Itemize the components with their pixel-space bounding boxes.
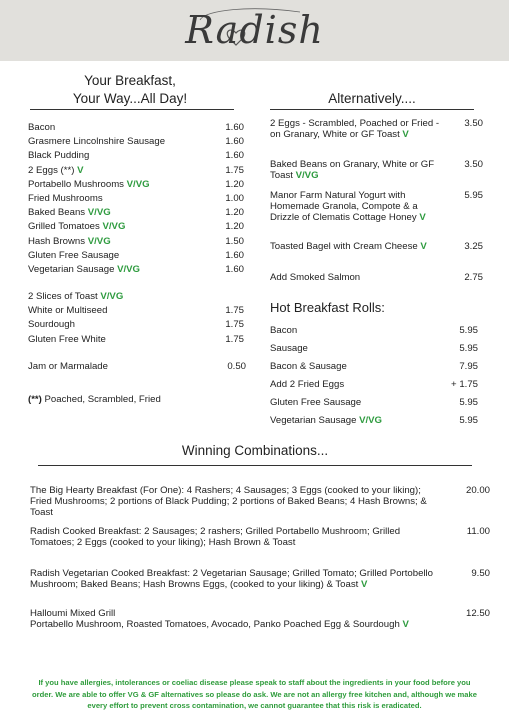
- veg-badge: V: [77, 164, 84, 176]
- alt-item-name: 2 Eggs - Scrambled, Poached or Fried - on Granary, White or GF Toast V: [270, 118, 440, 140]
- breakfast-item-price: 1.20: [225, 221, 244, 233]
- egg-options-note: (**) Poached, Scrambled, Fried: [28, 394, 161, 405]
- alt-item-name: Add Smoked Salmon: [270, 272, 361, 283]
- breakfast-title-line2: Your Way...All Day!: [72, 91, 188, 106]
- allergy-notice-line3: every effort to prevent cross contamination, we cannot guarantee that this risk is eradicated.: [87, 701, 422, 710]
- roll-item-price: + 1.75: [451, 379, 478, 390]
- breakfast-item-price: 1.00: [225, 193, 244, 204]
- toast-item-name: White or Multiseed: [28, 305, 108, 317]
- roll-item-name: Vegetarian Sausage V/VG: [270, 415, 383, 426]
- breakfast-item-name: Black Pudding: [28, 150, 90, 162]
- alt-item-price: 3.25: [464, 241, 483, 252]
- alternatively-title: Alternatively....: [328, 91, 416, 106]
- breakfast-item-price: 1.60: [225, 122, 244, 133]
- breakfast-item-name: Fried Mushrooms: [28, 193, 103, 204]
- veg-badge: V/VG: [87, 235, 111, 247]
- jam-item-name: Jam or Marmalade: [28, 361, 108, 372]
- alt-item-name: Toasted Bagel with Cream Cheese V: [270, 241, 427, 252]
- veg-badge: V/VG: [295, 170, 319, 181]
- radish-logo: [0, 0, 509, 61]
- alt-item-price: 5.95: [464, 190, 483, 201]
- roll-item-name: Sausage: [270, 343, 308, 354]
- breakfast-item-price: 1.60: [225, 150, 244, 162]
- veg-badge: V/VG: [126, 178, 150, 190]
- breakfast-item-name: Grilled Tomatoes V/VG: [28, 221, 126, 233]
- breakfast-item-name: Grasmere Lincolnshire Sausage: [28, 136, 166, 148]
- breakfast-item-name: Bacon: [28, 122, 56, 133]
- combo-item-name: Radish Vegetarian Cooked Breakfast: 2 Vegetarian Sausage; Grilled Tomato; Grilled Portobello Mushroom; Baked Beans; Hash Browns Eggs, (cooked to your liking) & Toast V: [30, 568, 433, 590]
- roll-item-name: Bacon: [270, 325, 298, 336]
- toast-item-price: 1.75: [225, 333, 244, 345]
- allergy-notice-line1: If you have allergies, intolerances or coeliac disease please speak to staff about the ingredients in your food before you: [38, 678, 471, 687]
- combo-item-price: 9.50: [471, 568, 490, 579]
- jam-item-price: 0.50: [227, 361, 246, 372]
- veg-badge: V: [360, 579, 368, 590]
- breakfast-item-price: 1.20: [225, 207, 244, 219]
- roll-item-price: 5.95: [459, 325, 478, 336]
- breakfast-item-price: 1.60: [225, 264, 244, 275]
- veg-badge: V: [420, 241, 427, 252]
- breakfast-item-name: Baked Beans V/VG: [28, 207, 111, 219]
- breakfast-item-name: Hash Browns V/VG: [28, 235, 111, 247]
- toast-item-name: 2 Slices of Toast V/VG: [28, 291, 124, 302]
- breakfast-item-price: 1.60: [225, 136, 244, 148]
- roll-item-name: Add 2 Fried Eggs: [270, 379, 345, 390]
- roll-item-price: 5.95: [459, 343, 478, 354]
- combo-item-price: 20.00: [465, 485, 490, 496]
- breakfast-divider: [30, 109, 234, 110]
- combo-item-name: The Big Hearty Breakfast (For One): 4 Rashers; 4 Sausages; 3 Eggs (cooked to your liking); Fried Mushrooms; 2 portions of Black Pudding; 2 portions of Baked Beans; 4 Hash Browns; & Toast: [30, 485, 427, 518]
- combos-divider: [38, 465, 472, 466]
- alternatively-divider: [270, 109, 474, 110]
- toast-item-name: Gluten Free White: [28, 333, 106, 345]
- veg-badge: V/VG: [117, 264, 141, 275]
- breakfast-item-name: Vegetarian Sausage V/VG: [28, 264, 141, 275]
- roll-item-price: 7.95: [459, 361, 478, 372]
- roll-item-price: 5.95: [459, 415, 478, 426]
- breakfast-item-price: 1.20: [225, 178, 244, 190]
- combo-item-name: Halloumi Mixed Grill Portabello Mushroom, Roasted Tomatoes, Avocado, Panko Poached Egg & Sourdough V: [30, 608, 409, 630]
- allergy-notice-line2: order. We are able to offer VG & GF alternatives so please do ask. We are not an allergy free kitchen and, although we make: [32, 689, 477, 699]
- breakfast-item-name: Portabello Mushrooms V/VG: [28, 178, 150, 190]
- breakfast-item-price: 1.50: [225, 235, 244, 247]
- logo-text: Radish: [185, 8, 324, 52]
- veg-badge: V/VG: [87, 207, 111, 219]
- alt-item-name: Manor Farm Natural Yogurt with Homemade Granola, Compote & a Drizzle of Clematis Cottage Honey V: [270, 190, 426, 223]
- breakfast-item-name: Gluten Free Sausage: [28, 249, 120, 261]
- combos-title: Winning Combinations...: [181, 443, 329, 458]
- roll-item-name: Gluten Free Sausage: [270, 397, 362, 408]
- breakfast-item-name: 2 Eggs (**) V: [28, 164, 84, 176]
- alt-item-price: 2.75: [464, 272, 483, 283]
- veg-badge: V/VG: [359, 415, 383, 426]
- alt-item-price: 3.50: [464, 159, 483, 170]
- veg-badge: V: [402, 129, 409, 140]
- roll-item-price: 5.95: [459, 397, 478, 408]
- veg-badge: V/VG: [100, 291, 124, 302]
- veg-badge: V: [402, 619, 409, 630]
- combo-item-price: 12.50: [465, 608, 490, 619]
- breakfast-item-price: 1.75: [225, 164, 244, 176]
- veg-badge: V: [419, 212, 426, 223]
- alt-item-name: Baked Beans on Granary, White or GF Toast V/VG: [270, 159, 435, 181]
- breakfast-title-line1: Your Breakfast,: [84, 73, 176, 88]
- alt-item-price: 3.50: [464, 118, 483, 129]
- allergy-notice: [4, 677, 505, 712]
- roll-item-name: Bacon & Sausage: [270, 361, 347, 372]
- combo-item-name: Radish Cooked Breakfast: 2 Sausages; 2 rashers; Grilled Portabello Mushroom; Grilled Tomatoes; 2 Eggs (cooked to your liking); Hash Brown & Toast: [30, 526, 401, 548]
- toast-item-name: Sourdough: [28, 319, 75, 331]
- veg-badge: V/VG: [102, 221, 126, 233]
- breakfast-item-price: 1.60: [225, 249, 244, 261]
- rolls-title: Hot Breakfast Rolls:: [270, 300, 385, 315]
- toast-item-price: 1.75: [225, 305, 244, 317]
- combo-item-price: 11.00: [466, 526, 490, 537]
- toast-item-price: 1.75: [225, 319, 244, 331]
